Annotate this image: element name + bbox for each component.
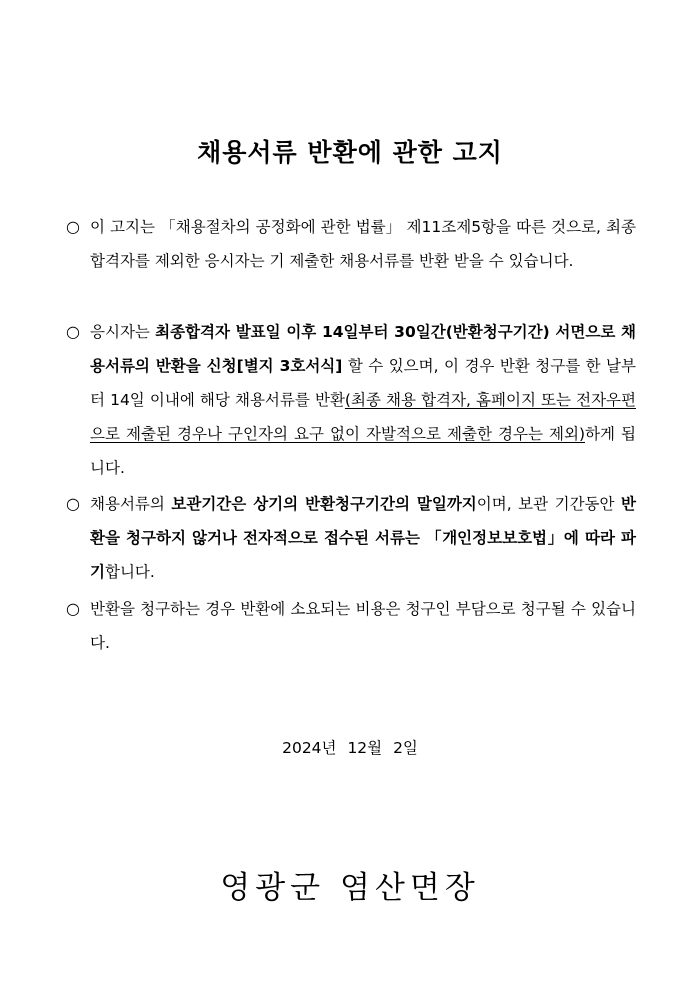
circle-bullet-icon: ○ xyxy=(66,494,80,513)
text-segment: 합니다. xyxy=(104,563,155,581)
bold-text-segment: 보관기간은 상기의 반환청구기간의 말일까지 xyxy=(171,495,477,513)
notice-item-text: 이 고지는 「채용절차의 공정화에 관한 법률」 제11조제5항을 따른 것으로, 최종합격자를 제외한 응시자는 기 제출한 채용서류를 반환 받을 수 있습니다. xyxy=(90,218,636,270)
text-segment: 채용서류의 xyxy=(90,495,172,513)
notice-item-3 xyxy=(66,487,636,589)
notice-item-2 xyxy=(66,315,636,485)
notice-item-1 xyxy=(66,210,636,278)
bold-text-segment: 최종합격자 발표일 이후 14일부터 30일간(반환청구기간) 서면으로 채용서류의 반환을 신청[별지 3호서식] xyxy=(90,323,636,375)
notice-item-text xyxy=(66,487,636,589)
bold-text-segment: 반환을 청구하지 않거나 전자적으로 접수된 서류는 「개인정보보호법」에 따라 파기 xyxy=(90,495,636,581)
text-segment: 이며, 보관 기간동안 xyxy=(476,495,622,513)
page-title: 채용서류 반환에 관한 고지 xyxy=(197,138,503,167)
circle-bullet-icon: ○ xyxy=(66,322,80,341)
notice-item-4 xyxy=(66,592,636,660)
document-date: 2024년 12월 2일 xyxy=(282,739,418,757)
text-segment: 응시자는 xyxy=(90,323,156,341)
notice-item-text xyxy=(66,315,636,485)
issuer-signature: 영광군 염산면장 xyxy=(220,870,480,906)
text-segment: 하게 됩니다. xyxy=(90,425,636,477)
circle-bullet-icon: ○ xyxy=(66,599,80,618)
circle-bullet-icon: ○ xyxy=(66,217,80,236)
text-segment: 할 수 있으며, 이 경우 반환 청구를 한 날부터 14일 이내에 해당 채용서류를 반환 xyxy=(90,357,637,409)
underlined-text-segment: (최종 채용 합격자, 홈페이지 또는 전자우편으로 제출된 경우나 구인자의 요구 없이 자발적으로 제출한 경우는 제외) xyxy=(90,391,637,443)
notice-item-text: 반환을 청구하는 경우 반환에 소요되는 비용은 청구인 부담으로 청구될 수 있습니다. xyxy=(90,600,636,652)
